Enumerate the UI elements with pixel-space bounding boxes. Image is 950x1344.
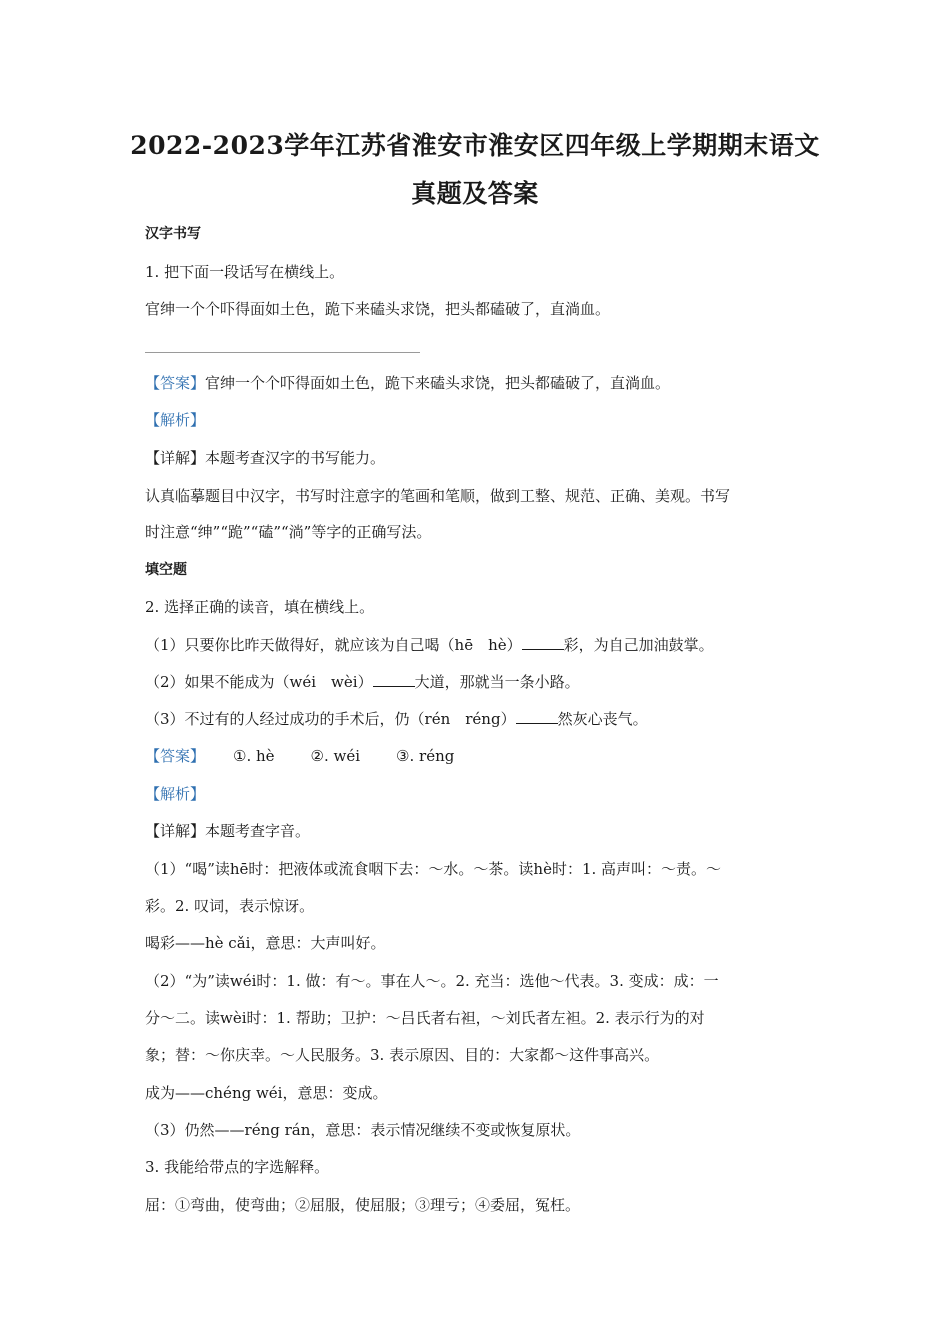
q1-text: 官绅一个个吓得面如土色，跪下来磕头求饶，把头都磕破了，直淌血。 [145, 300, 611, 318]
q2-item2-pre: （2）如果不能成为（wéi wèi） [145, 673, 373, 691]
q2-explain-1a: （1）“喝”读hē时：把液体或流食咽下去：～水。～茶。读hè时：1. 高声叫：～责。～ [145, 860, 722, 878]
answer-text: 官绅一个个吓得面如土色，跪下来磕头求饶，把头都磕破了，直淌血。 [205, 374, 671, 392]
answer-tag: 【答案】 [145, 374, 206, 392]
detail-text: 本题考查汉字的书写能力。 [205, 449, 386, 467]
q1-prompt: 1. 把下面一段话写在横线上。 [145, 263, 345, 281]
q2-explain-2b: 分～二。读wèi时：1. 帮助；卫护：～吕氏者右袒，～刘氏者左袒。2. 表示行为的对 [145, 1009, 705, 1027]
q2-item1-blank [522, 635, 564, 650]
answer-1: ①. hè [233, 747, 275, 765]
q2-explain-2c: 象；替：～你庆幸。～人民服务。3. 表示原因、目的：大家都～这件事高兴。 [145, 1046, 660, 1064]
document-title-line1: 2022-2023学年江苏省淮安市淮安区四年级上学期期末语文 [130, 131, 820, 160]
q2-item3-post: 然灰心丧气。 [557, 710, 648, 728]
q2-analysis-tag: 【解析】 [145, 785, 206, 803]
q1-answer-line [145, 352, 420, 353]
q1-answer [145, 373, 670, 393]
q2-item2-post: 大道，那就当一条小路。 [414, 673, 580, 691]
q2-item1 [145, 635, 714, 655]
q2-item1-post: 彩，为自己加油鼓掌。 [563, 636, 714, 654]
q1-explain-line2: 时注意“绅”“跪”“磕”“淌”等字的正确写法。 [145, 523, 432, 541]
q2-explain-1c: 喝彩——hè cǎi，意思：大声叫好。 [145, 934, 386, 952]
detail-tag: 【详解】 [145, 449, 206, 467]
q2-explain-1b: 彩。2. 叹词，表示惊讶。 [145, 897, 315, 915]
answer-tag: 【答案】 [145, 747, 206, 765]
q2-item3-blank [516, 709, 558, 724]
q2-explain-2a: （2）“为”读wéi时：1. 做：有～。事在人～。2. 充当：选他～代表。3. 变成：成：一 [145, 972, 719, 990]
section-heading-writing: 汉字书写 [145, 226, 201, 242]
q2-item3-pre: （3）不过有的人经过成功的手术后，仍（rén réng） [145, 710, 516, 728]
q2-explain-3: （3）仍然——réng rán，意思：表示情况继续不变或恢复原状。 [145, 1121, 581, 1139]
q2-answer [145, 746, 454, 766]
q2-prompt: 2. 选择正确的读音，填在横线上。 [145, 598, 375, 616]
detail-tag: 【详解】 [145, 822, 206, 840]
q2-detail [145, 821, 310, 841]
q1-detail [145, 448, 385, 468]
detail-text: 本题考查字音。 [205, 822, 311, 840]
q2-item2-blank [373, 672, 415, 687]
section-heading-fill: 填空题 [145, 562, 187, 578]
q3-options: 屈：①弯曲，使弯曲；②屈服，使屈服；③理亏；④委屈，冤枉。 [145, 1196, 581, 1214]
q2-item2 [145, 672, 580, 692]
q2-item3 [145, 709, 648, 729]
q2-item1-pre: （1）只要你比昨天做得好，就应该为自己喝（hē hè） [145, 636, 522, 654]
answer-3: ③. réng [396, 747, 455, 765]
q3-prompt: 3. 我能给带点的字选解释。 [145, 1158, 330, 1176]
document-title-line2: 真题及答案 [411, 179, 539, 208]
answer-2: ②. wéi [310, 747, 361, 765]
q2-explain-2d: 成为——chéng wéi，意思：变成。 [145, 1084, 388, 1102]
q1-explain-line1: 认真临摹题目中汉字，书写时注意字的笔画和笔顺，做到工整、规范、正确、美观。书写 [145, 487, 731, 505]
q1-analysis-tag: 【解析】 [145, 411, 206, 429]
